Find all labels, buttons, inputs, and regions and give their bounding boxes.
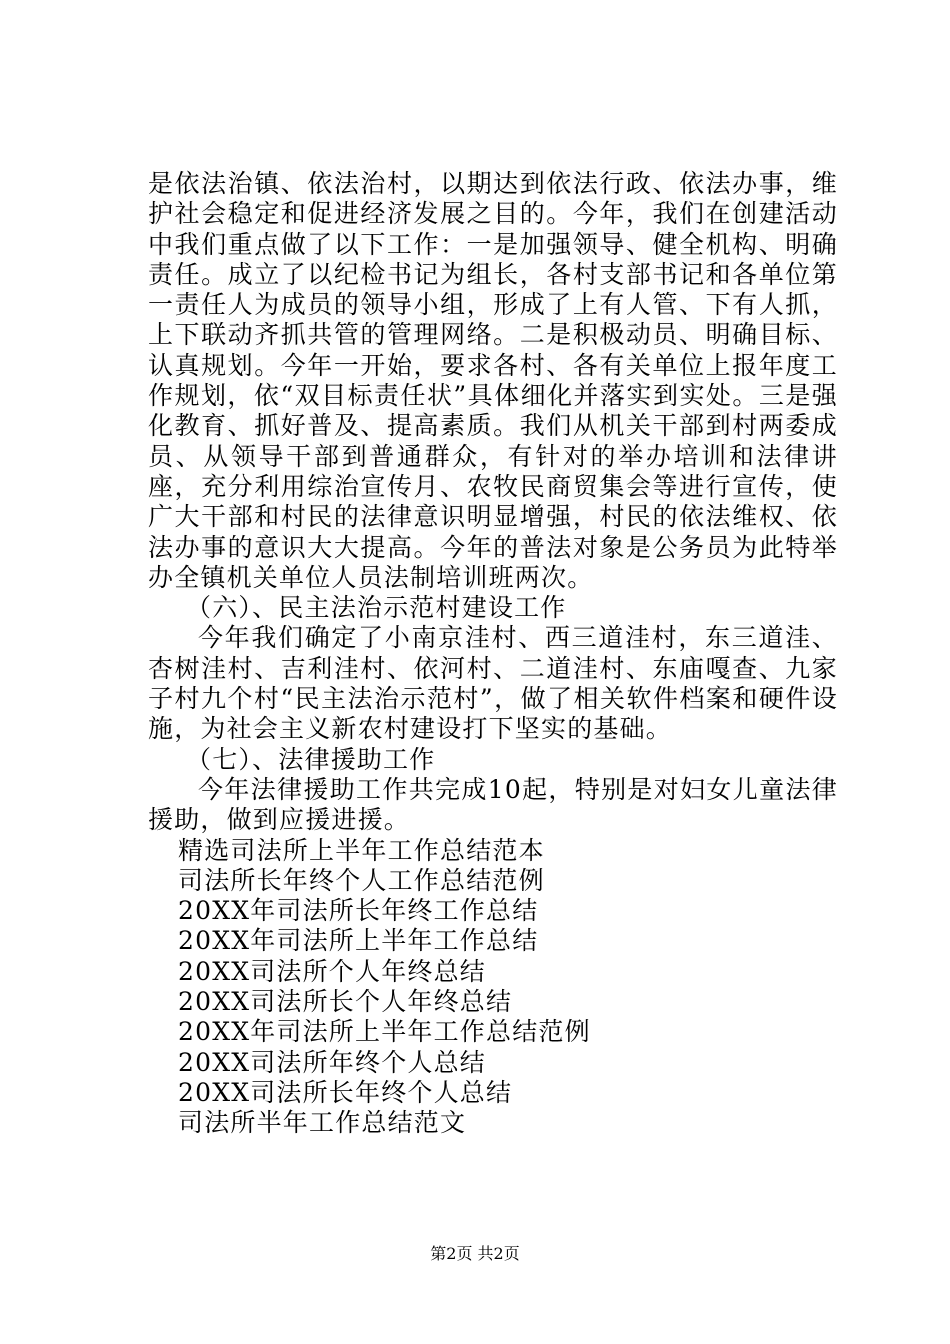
related-link[interactable]: 20XX司法所年终个人总结 — [178, 1047, 487, 1077]
section-heading-6: （六）、民主法治示范村建设工作 — [186, 593, 567, 623]
related-link[interactable]: 20XX司法所个人年终总结 — [178, 956, 487, 986]
related-link[interactable]: 20XX司法所长年终个人总结 — [178, 1077, 513, 1107]
related-link[interactable]: 司法所长年终个人工作总结范例 — [178, 865, 545, 895]
related-link[interactable]: 20XX司法所长个人年终总结 — [178, 987, 513, 1017]
related-link[interactable]: 司法所半年工作总结范文 — [178, 1108, 467, 1138]
document-body — [148, 169, 838, 1139]
related-link[interactable]: 20XX年司法所上半年工作总结 — [178, 926, 539, 956]
page-footer: 第2页 共2页 — [430, 1244, 520, 1263]
paragraph-continued: 是依法治镇、依法治村，以期达到依法行政、依法办事，维护社会稳定和促进经济发展之目的。今年，我们在创建活动中我们重点做了以下工作：一是加强领导、健全机构、明确责任。成立了以纪检书记为组长，各村支部书记和各单位第一责任人为成员的领导小组，形成了上有人管、下有人抓，上下联动齐抓共管的管理网络。二是积极动员、明确目标、认真规划。今年一开始，要求各村、各有关单位上报年度工作规划，依“双目标责任状”具体细化并落实到实处。三是强化教育、抓好普及、提高素质。我们从机关干部到村两委成员、从领导干部到普通群众，有针对的举办培训和法律讲座，充分利用综治宣传月、农牧民商贸集会等进行宣传，使广大干部和村民的法律意识明显增强，村民的依法维权、依法办事的意识大大提高。今年的普法对象是公务员为此特举办全镇机关单位人员法制培训班两次。 — [148, 169, 838, 592]
paragraph-section-7: 今年法律援助工作共完成10起，特别是对妇女儿童法律援助，做到应援进援。 — [148, 774, 838, 835]
section-heading-7: （七）、法律援助工作 — [186, 744, 436, 774]
related-links-list — [148, 836, 838, 1139]
related-link[interactable]: 20XX年司法所长年终工作总结 — [178, 896, 539, 926]
related-link[interactable]: 20XX年司法所上半年工作总结范例 — [178, 1017, 591, 1047]
paragraph-section-6: 今年我们确定了小南京洼村、西三道洼村，东三道洼、杏树洼村、吉利洼村、依河村、二道洼村、东庙嘎查、九家子村九个村“民主法治示范村”，做了相关软件档案和硬件设施，为社会主义新农村建设打下坚实的基础。 — [148, 623, 838, 744]
related-link[interactable]: 精选司法所上半年工作总结范本 — [178, 835, 545, 865]
